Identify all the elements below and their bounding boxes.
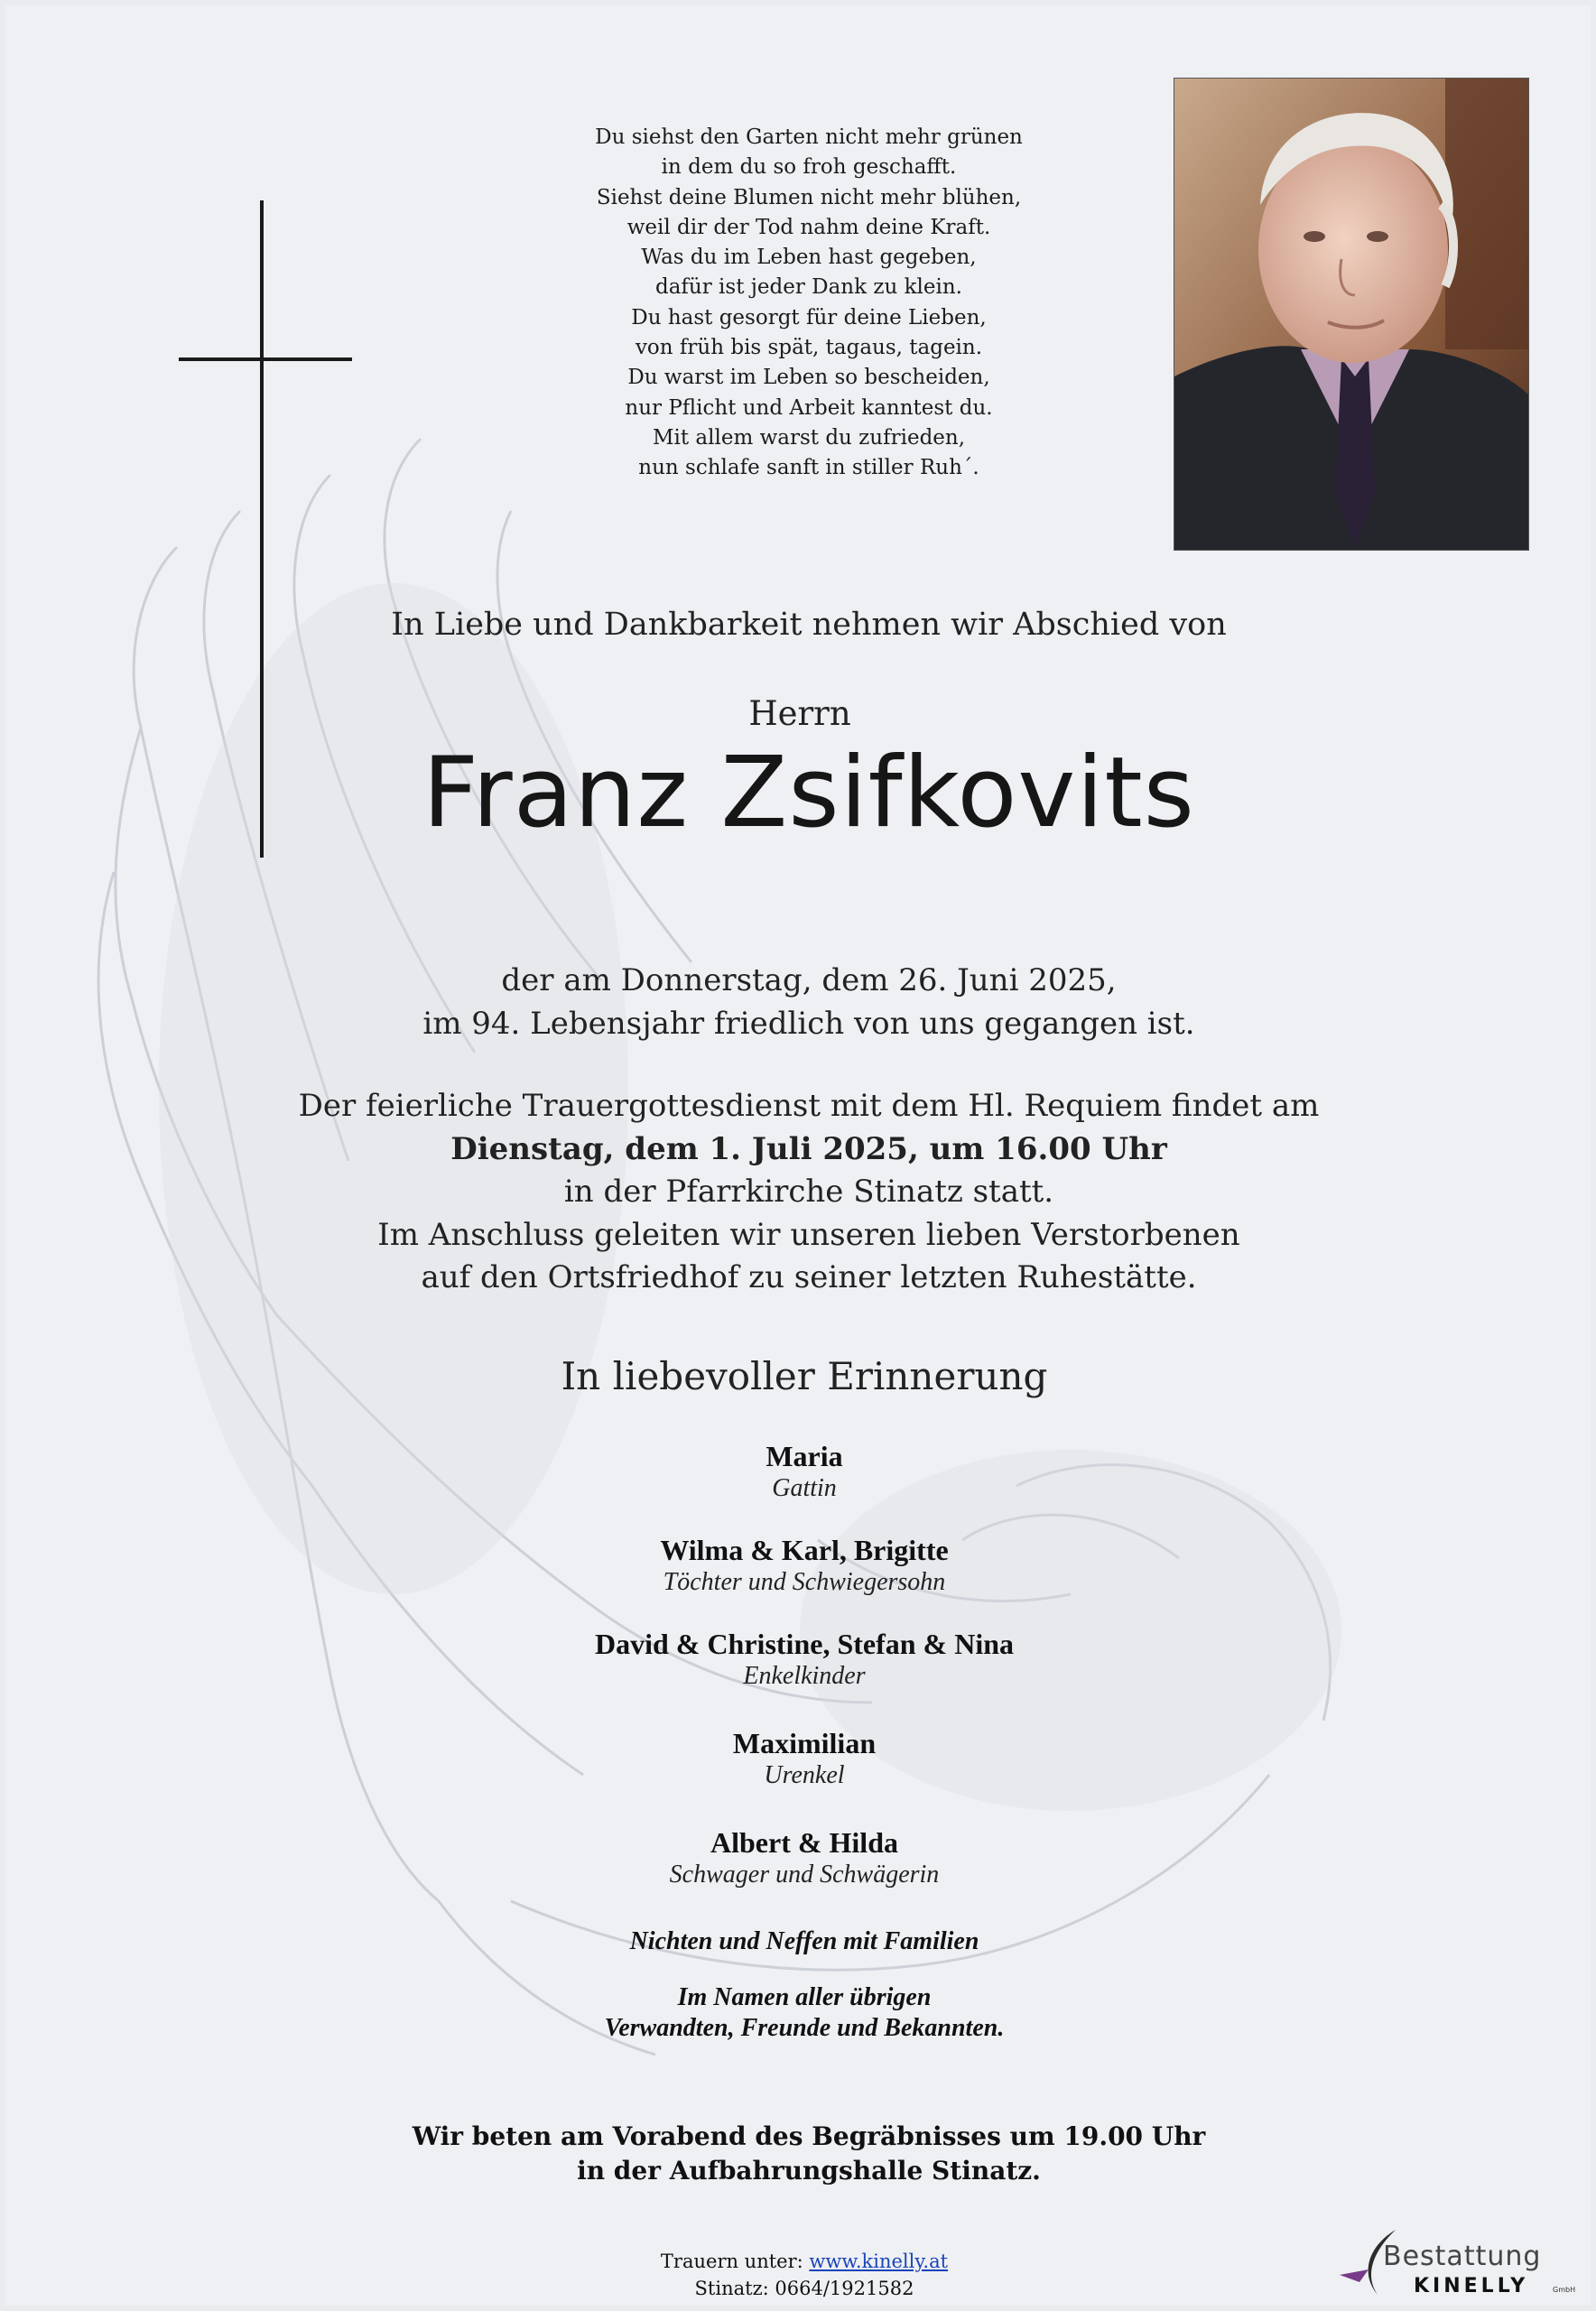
service-line: in der Pfarrkirche Stinatz statt. <box>563 1174 1054 1210</box>
service-line: Im Anschluss geleiten wir unseren lieben Verstorbenen <box>377 1216 1240 1253</box>
family-relation: Enkelkinder <box>743 1662 866 1690</box>
poem-line: Siehst deine Blumen nicht mehr blühen, <box>596 185 1022 209</box>
vigil-line: in der Aufbahrungshalle Stinatz. <box>577 2156 1041 2186</box>
family-note: Nichten und Neffen mit Familien <box>629 1927 979 1955</box>
poem-line: Du hast gesorgt für deine Lieben, <box>631 305 987 329</box>
memory-title: In liebevoller Erinnerung <box>561 1354 1048 1398</box>
service-line: auf den Ortsfriedhof zu seiner letzten Ruhestätte. <box>421 1259 1197 1295</box>
death-line: der am Donnerstag, dem 26. Juni 2025, <box>501 962 1117 998</box>
family-name: Maria <box>766 1440 843 1472</box>
family-relation: Urenkel <box>764 1761 845 1789</box>
contact-label: Trauern unter: <box>660 2251 803 2272</box>
service-line: Der feierliche Trauergottesdienst mit dem Hl. Requiem findet am <box>298 1088 1320 1124</box>
poem-line: dafür ist jeder Dank zu klein. <box>654 275 962 300</box>
farewell-intro: In Liebe und Dankbarkeit nehmen wir Abschied von <box>391 607 1227 643</box>
cross-horizontal-bar <box>179 357 352 361</box>
poem-line: in dem du so froh geschafft. <box>661 155 957 180</box>
salutation: Herrn <box>748 694 851 733</box>
memorial-poem <box>511 123 1107 484</box>
kinelly-website-link[interactable]: www.kinelly.at <box>809 2251 949 2272</box>
poem-line: nur Pflicht und Arbeit kanntest du. <box>625 395 993 420</box>
family-name: David & Christine, Stefan & Nina <box>594 1628 1014 1660</box>
family-list <box>367 1439 1242 2044</box>
contact-line <box>457 2248 1152 2275</box>
vigil-line: Wir beten am Vorabend des Begräbnisses um 19.00 Uhr <box>412 2121 1206 2151</box>
deceased-name: Franz Zsifkovits <box>422 737 1195 849</box>
logo-text-top: Bestattung <box>1383 2241 1542 2272</box>
poem-line: Du warst im Leben so bescheiden, <box>627 366 990 390</box>
family-relation: Töchter und Schwiegersohn <box>663 1568 946 1596</box>
bestattung-kinelly-logo <box>1332 2219 1591 2306</box>
family-name: Albert & Hilda <box>710 1826 898 1859</box>
family-entry <box>367 1533 1242 1598</box>
family-name: Maximilian <box>732 1727 877 1759</box>
poem-line: Du siehst den Garten nicht mehr grünen <box>595 125 1023 149</box>
family-note-line: Im Namen aller übrigen <box>677 1983 932 2011</box>
poem-line: Mit allem warst du zufrieden, <box>652 425 966 450</box>
death-notice <box>186 959 1432 1045</box>
family-name: Wilma & Karl, Brigitte <box>660 1534 949 1566</box>
poem-line: Was du im Leben hast gegeben, <box>641 246 977 270</box>
service-date: Dienstag, dem 1. Juli 2025, um 16.00 Uhr <box>450 1130 1167 1167</box>
family-relation: Schwager und Schwägerin <box>669 1861 940 1889</box>
family-note-line: Verwandten, Freunde und Bekannten. <box>604 2014 1005 2042</box>
death-line: im 94. Lebensjahr friedlich von uns gegangen ist. <box>422 1006 1195 1042</box>
poem-line: nun schlafe sanft in stiller Ruh´. <box>638 456 979 480</box>
family-entry <box>367 1825 1242 1890</box>
poem-line: von früh bis spät, tagaus, tagein. <box>635 336 983 360</box>
vigil-notice <box>276 2120 1341 2188</box>
poem-line: weil dir der Tod nahm deine Kraft. <box>626 215 991 239</box>
family-entry <box>367 1439 1242 1504</box>
family-entry <box>367 1726 1242 1791</box>
portrait-illustration <box>1174 79 1528 550</box>
service-info <box>186 1085 1432 1300</box>
contact-info <box>457 2248 1152 2302</box>
obituary-page <box>5 5 1591 2306</box>
contact-phone: Stinatz: 0664/1921582 <box>694 2278 914 2299</box>
logo-suffix: GmbH <box>1553 2286 1576 2294</box>
family-relation: Gattin <box>772 1474 837 1502</box>
portrait-photo <box>1174 78 1529 551</box>
logo-text-bottom: KINELLY <box>1414 2275 1529 2297</box>
family-entry <box>367 1627 1242 1692</box>
